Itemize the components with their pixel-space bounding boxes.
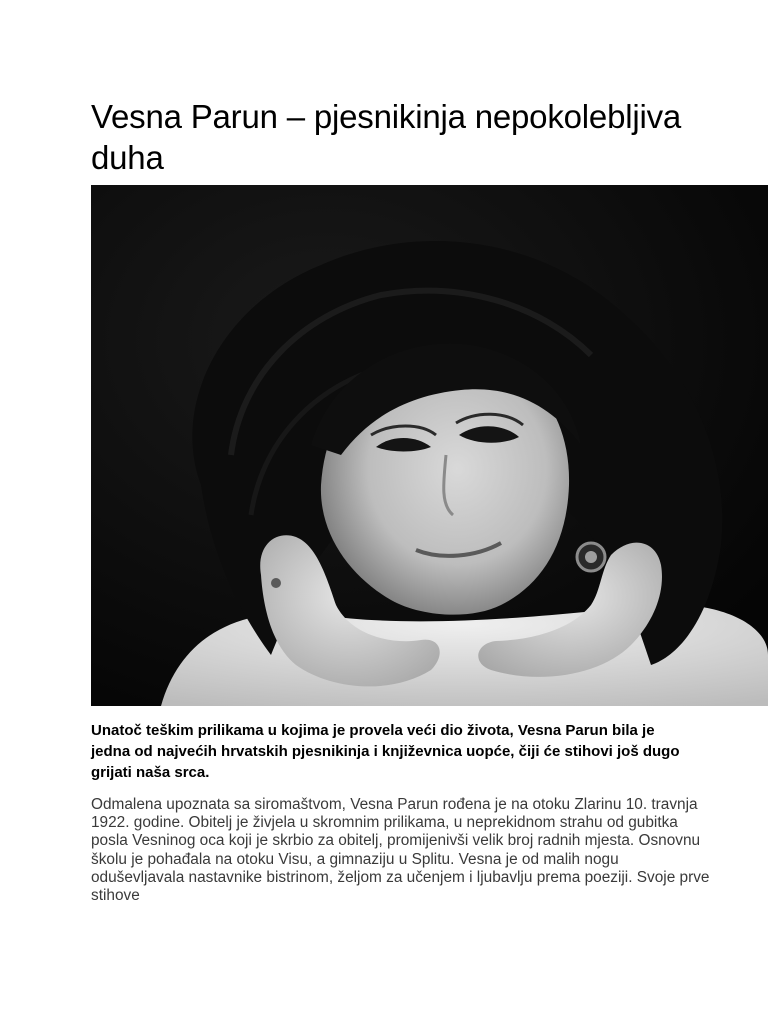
article-title: Vesna Parun – pjesnikinja nepokolebljiva duha — [91, 98, 682, 176]
article-body: Odmalena upoznata sa siromaštvom, Vesna Parun rođena je na otoku Zlarinu 10. travnja 1922. godine. Obitelj je živjela u skromnim prilikama, u neprekidnom strahu od gubitka posla Vesninog oca koji je skrbio za obitelj, promijenivši velik broj radnih mjesta. Osnovnu školu je pohađala na otoku Visu, a gimnaziju u Splitu. Vesna je od malih nogu oduševljavala nastavnike bistrinom, željom za učenjem i ljubavlju prema poeziji. Svoje prve stihove — [91, 796, 710, 905]
portrait-photo — [91, 185, 768, 706]
article-lead: Unatoč teškim prilikama u kojima je provela veći dio života, Vesna Parun bila je jedna od najvećih hrvatskih pjesnikinja i književnica uopće, čiji će stihovi još dugo grijati naša srca. — [91, 722, 680, 781]
